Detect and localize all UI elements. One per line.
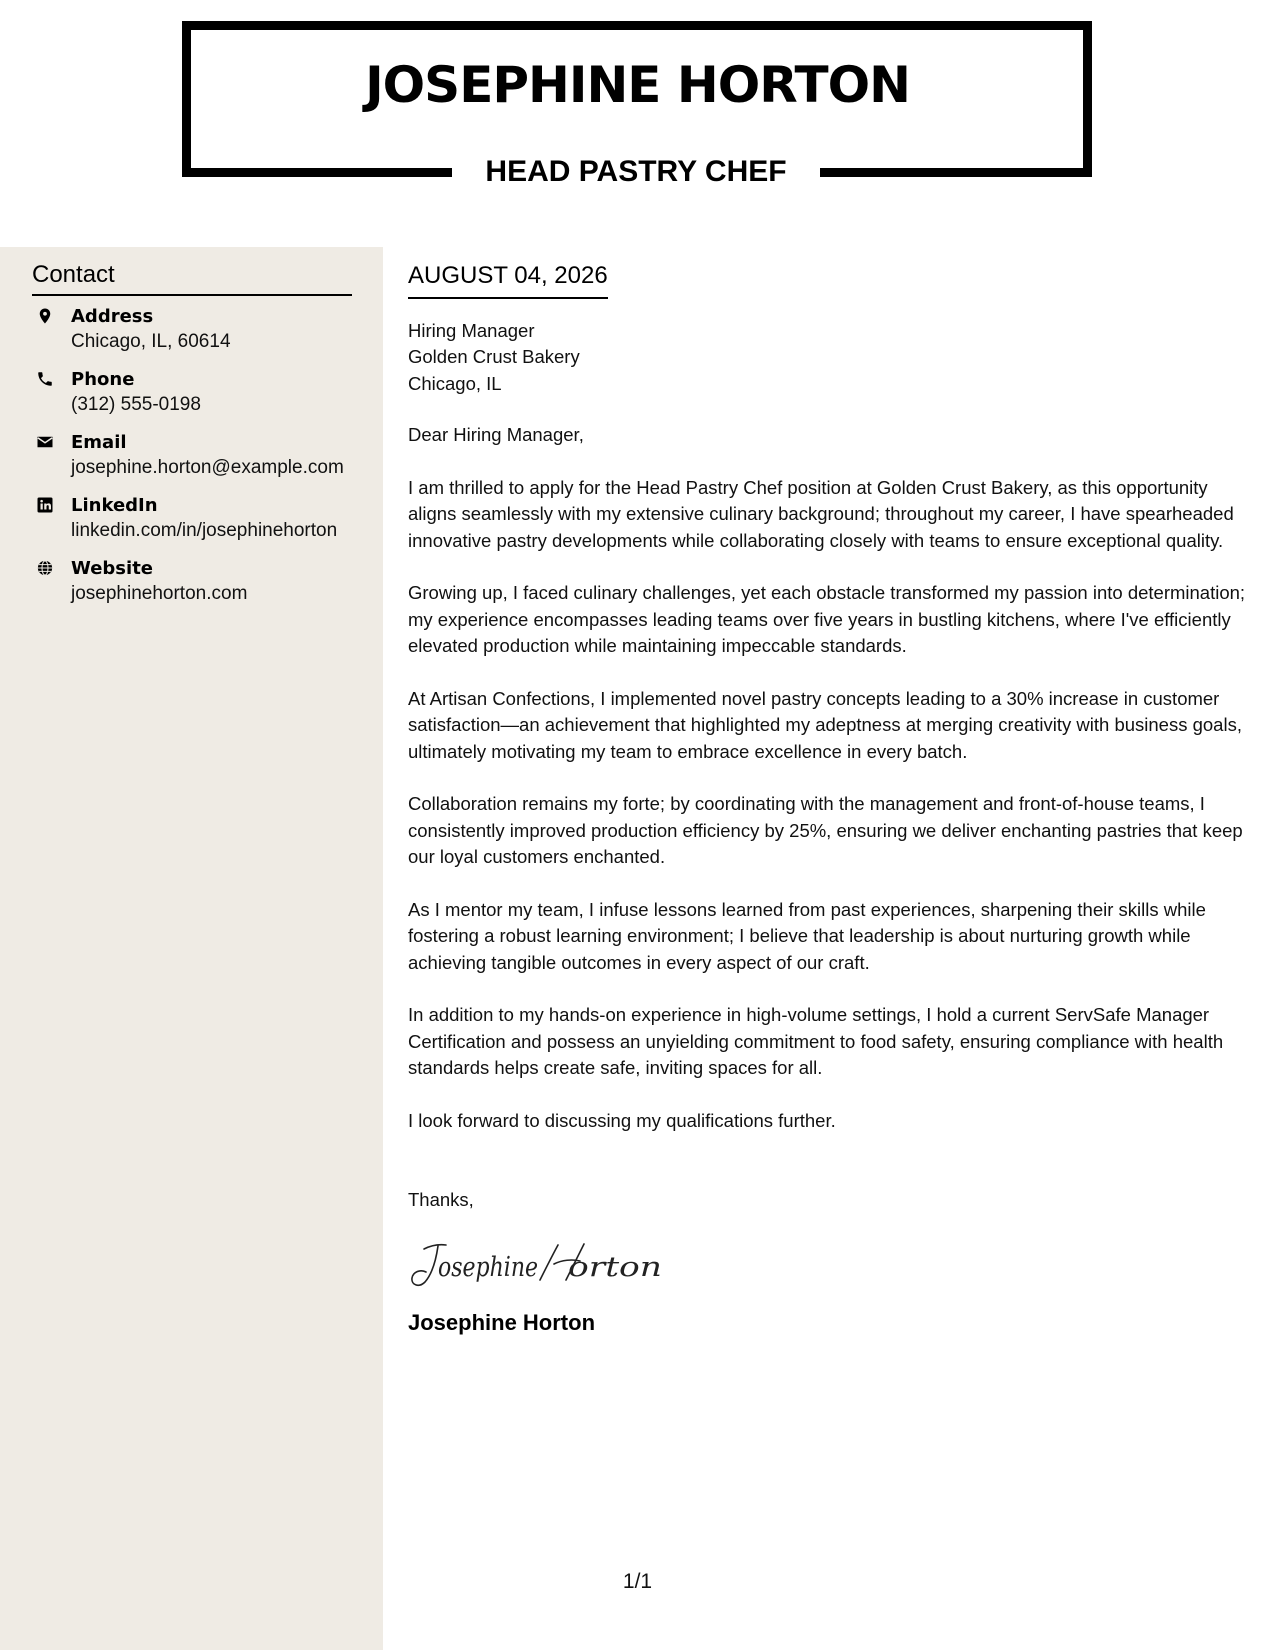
letter-body	[408, 262, 1253, 1336]
recipient-line: Chicago, IL	[408, 372, 502, 394]
contact-item-website	[32, 557, 372, 620]
page-number: 1/1	[622, 1570, 653, 1593]
recipient-block	[408, 318, 1253, 398]
recipient-line: Golden Crust Bakery	[408, 346, 580, 368]
closing: Thanks,	[408, 1189, 474, 1211]
contact-item-linkedin	[32, 494, 372, 557]
globe-icon	[36, 559, 54, 577]
contact-label: LinkedIn	[71, 495, 158, 516]
paragraph: In addition to my hands-on experience in high-volume settings, I hold a current ServSafe Manager Certification and possess an unyielding commitment to food safety, ensuring compliance with health standards helps create safe, inviting spaces for all.	[408, 1004, 1224, 1079]
contact-link[interactable]: linkedin.com/in/josephinehorton	[71, 520, 338, 541]
paragraph: I am thrilled to apply for the Head Pastry Chef position at Golden Crust Bakery, as this opportunity aligns seamlessly with my extensive culinary background; throughout my career, I have spearheaded innovative pastry developments while collaborating closely with teams to ensure exceptional quality.	[408, 476, 1234, 551]
contact-value: Chicago, IL, 60614	[71, 331, 231, 352]
paragraph: As I mentor my team, I infuse lessons learned from past experiences, sharpening their skills while fostering a robust learning environment; I believe that leadership is about nurturing growth while achieving tangible outcomes in every aspect of our craft.	[408, 898, 1206, 973]
paragraph: Growing up, I faced culinary challenges, yet each obstacle transformed my passion into determination; my experience encompasses leading teams over five years in bustling kitchens, where I've efficiently elevated production while maintaining impeccable standards.	[408, 582, 1246, 657]
contact-value: (312) 555-0198	[71, 394, 201, 415]
paragraph: At Artisan Confections, I implemented novel pastry concepts leading to a 30% increase in customer satisfaction—an achievement that highlighted my adeptness at merging creativity with business goals, ultimately motivating my team to embrace excellence in every batch.	[408, 687, 1242, 762]
contact-item-email	[32, 431, 372, 494]
linkedin-icon	[36, 496, 54, 514]
contact-label: Website	[71, 558, 154, 579]
contact-heading: Contact	[32, 261, 352, 296]
salutation: Dear Hiring Manager,	[408, 424, 584, 446]
signed-name: Josephine Horton	[408, 1309, 596, 1335]
job-title: HEAD PASTRY CHEF	[452, 150, 820, 194]
paragraph: Collaboration remains my forte; by coordinating with the management and front-of-house teams, I consistently improved production efficiency by 25%, ensuring we deliver enchanting pastries that keep our loyal customers enchanted.	[408, 793, 1243, 868]
signature-first-name: osephine	[438, 1251, 538, 1283]
contact-label: Address	[71, 306, 154, 327]
contact-link[interactable]: josephine.horton@example.com	[71, 457, 344, 478]
signature-last-name: orton	[568, 1251, 662, 1283]
contact-sidebar	[0, 247, 383, 1650]
letter-date: AUGUST 04, 2026	[408, 262, 608, 299]
envelope-icon	[36, 433, 54, 451]
handwritten-signature	[408, 1236, 668, 1296]
contact-link[interactable]: josephinehorton.com	[71, 583, 248, 604]
recipient-line: Hiring Manager	[408, 319, 535, 341]
contact-item-phone	[32, 368, 372, 431]
map-pin-icon	[36, 307, 54, 325]
applicant-name: JOSEPHINE HORTON	[365, 56, 910, 114]
phone-icon	[36, 370, 54, 388]
contact-list	[32, 305, 372, 620]
contact-item-address	[32, 305, 372, 368]
contact-label: Phone	[71, 369, 135, 390]
paragraph: I look forward to discussing my qualifications further.	[408, 1109, 836, 1131]
contact-label: Email	[71, 432, 127, 453]
